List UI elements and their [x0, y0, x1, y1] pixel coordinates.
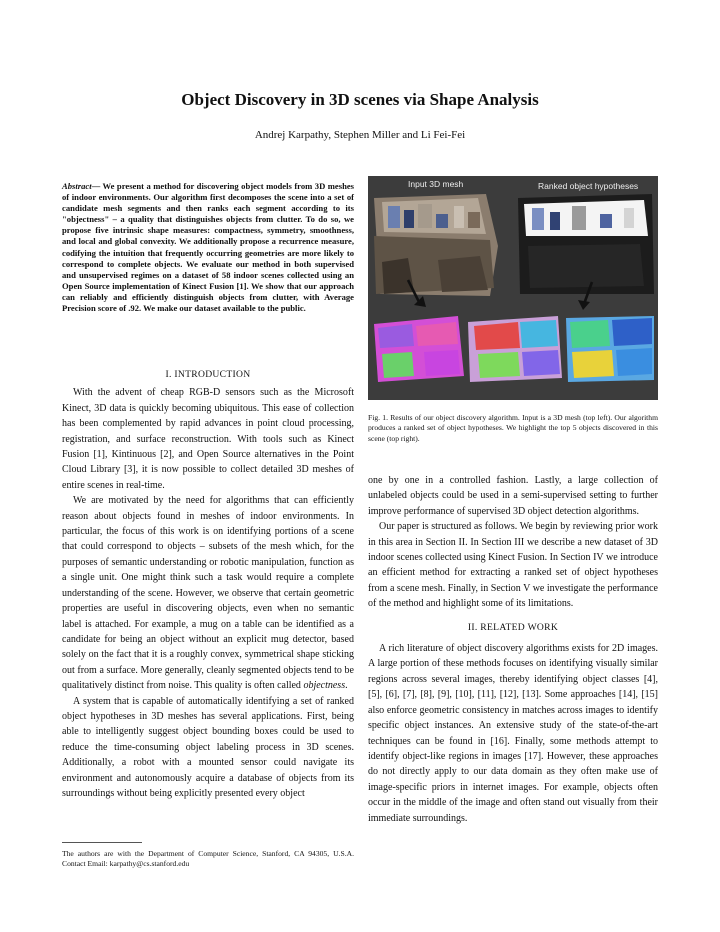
related-work-heading: II. RELATED WORK: [467, 621, 559, 633]
introduction-section: [62, 367, 354, 801]
segmentation-renders: [374, 316, 654, 382]
intro-continuation: one by one in a controlled fashion. Lastly, a large collection of unlabeled objects could be used in a semi-supervised setting to further improve performance of supervised 3D object detection algorithms.: [368, 475, 658, 517]
paper-structure-paragraph: Our paper is structured as follows. We begin by reviewing prior work in this area in Section II. In Section III we describe a new dataset of 3D indoor scenes collected using Kinect Fusion. In Section IV we introduce an efficient method for extracting a ranked set of object hypotheses from a scene mesh. Finally, in Section V we investigate the performance of the method and highlight some of its limitations.: [368, 521, 658, 610]
intro-paragraph-3: A system that is capable of automatically identifying a set of ranked object hypotheses in 3D meshes has several applications. First, being able to intelligently suggest object bounding boxes could be used to reduce the time-consuming object labeling process in 3D scenes. Additionally, a robot with a mounted sensor could navigate its environment and autonomously acquire a database of objects from its surroundings without being explicitly presented every object: [62, 695, 354, 799]
objectness-term: objectness: [303, 680, 346, 692]
intro-paragraph-2: [62, 493, 354, 693]
intro-paragraph-1: With the advent of cheap RGB-D sensors such as the Microsoft Kinect, 3D data is quickly becoming ubiquitous. This ease of collection has been complemented by rapid advances in point cloud processing, registration, and surface reconstruction. With tools such as Kinect Fusion [1], Kintinuous [2], and Open Source alternatives in the Point Cloud Library [3], it is now possible to collect detailed 3D meshes of entire scenes in real-time.: [62, 387, 354, 491]
footnote: The authors are with the Department of Computer Science, Stanford, CA 94305, U.S.A. Contact Email: karpathy@cs.stanford.edu: [62, 849, 354, 869]
intro-paragraph-2-end: .: [345, 680, 348, 692]
ranked-hypotheses-render: [518, 194, 654, 294]
figure-label-ranked: Ranked object hypotheses: [538, 181, 639, 191]
footnote-rule: [62, 842, 142, 843]
related-work-paragraph-1: A rich literature of object discovery algorithms exists for 2D images. A large portion of these methods focuses on identifying visually similar regions across several images, thereby identifying object classes [4], [5], [6], [7], [8], [9], [10], [11], [12], [13]. Some approaches [14], [15] also enforce geometric consistency in matches across images to identify specific object instances. An extensive study of the state-of-the-art techniques can be found in [16]. Finally, some methods attempt to identify object-like regions in images [17]. However, these approaches do not directly apply to our data domain as they often make use of image-specific priors in internet images. For example, objects often occur in the middle of the image and often stand out visually from their immediate surroundings.: [368, 643, 658, 824]
abstract-label: Abstract: [62, 181, 92, 191]
figure-1-caption: Fig. 1. Results of our object discovery algorithm. Input is a 3D mesh (top left). Our algorithm produces a ranked set of object hypotheses. We highlight the top 5 objects discovered in this scene (top right).: [368, 413, 658, 443]
figure-1: [368, 176, 658, 400]
intro-paragraph-2-text: We are motivated by the need for algorithms that can efficiently reason about objects found in meshes of indoor environments. In particular, the focus of this work is on identifying portions of a scene that could correspond to objects – subsets of the mesh which, for the purposes of semantic understanding or robotic manipulation, function as a single unit. One might think such a task would require a complete understanding of the scene. However, we observe that certain geometric properties are useful in discovering objects, even when no semantic label is attached. For example, a mug on a table can be identified as a candidate for being an object without an explicit mug detector, based solely on the fact that it is a roughly convex, symmetrical shape sticking out from a surface. More generally, cleanly segmented objects tend to be qualitatively distinct from noise. This quality is often called: [62, 495, 354, 692]
abstract-block: [62, 181, 354, 314]
input-mesh-render: [374, 194, 498, 296]
paper-title: Object Discovery in 3D scenes via Shape Analysis: [181, 90, 539, 109]
figure-label-input: Input 3D mesh: [408, 179, 464, 189]
introduction-heading: I. INTRODUCTION: [165, 369, 251, 380]
right-column-text: [368, 473, 658, 826]
figure-1-illustration: [368, 176, 658, 400]
abstract-dash: —: [91, 181, 103, 191]
paper-authors: Andrej Karpathy, Stephen Miller and Li Fei-Fei: [254, 129, 466, 141]
abstract-text: We present a method for discovering object models from 3D meshes of indoor environments. Our algorithm first decomposes the scene into a set of candidate mesh segments and then ranks each segment according to its "objectness" – a quality that distinguishes objects from clutter. To do so, we propose five intrinsic shape measures: compactness, symmetry, smoothness, and local and global convexity. We additionally propose a recurrence measure, codifying the intuition that frequently occurring geometries are more likely to correspond to complete objects. We evaluate our method in both supervised and unsupervised regimes on a dataset of 58 indoor scenes collected using an Open Source implementation of Kinect Fusion [1]. We show that our approach can reliably and efficiently distinguish objects from clutter, with Average Precision score of .92. We make our dataset available to the public.: [62, 181, 355, 314]
